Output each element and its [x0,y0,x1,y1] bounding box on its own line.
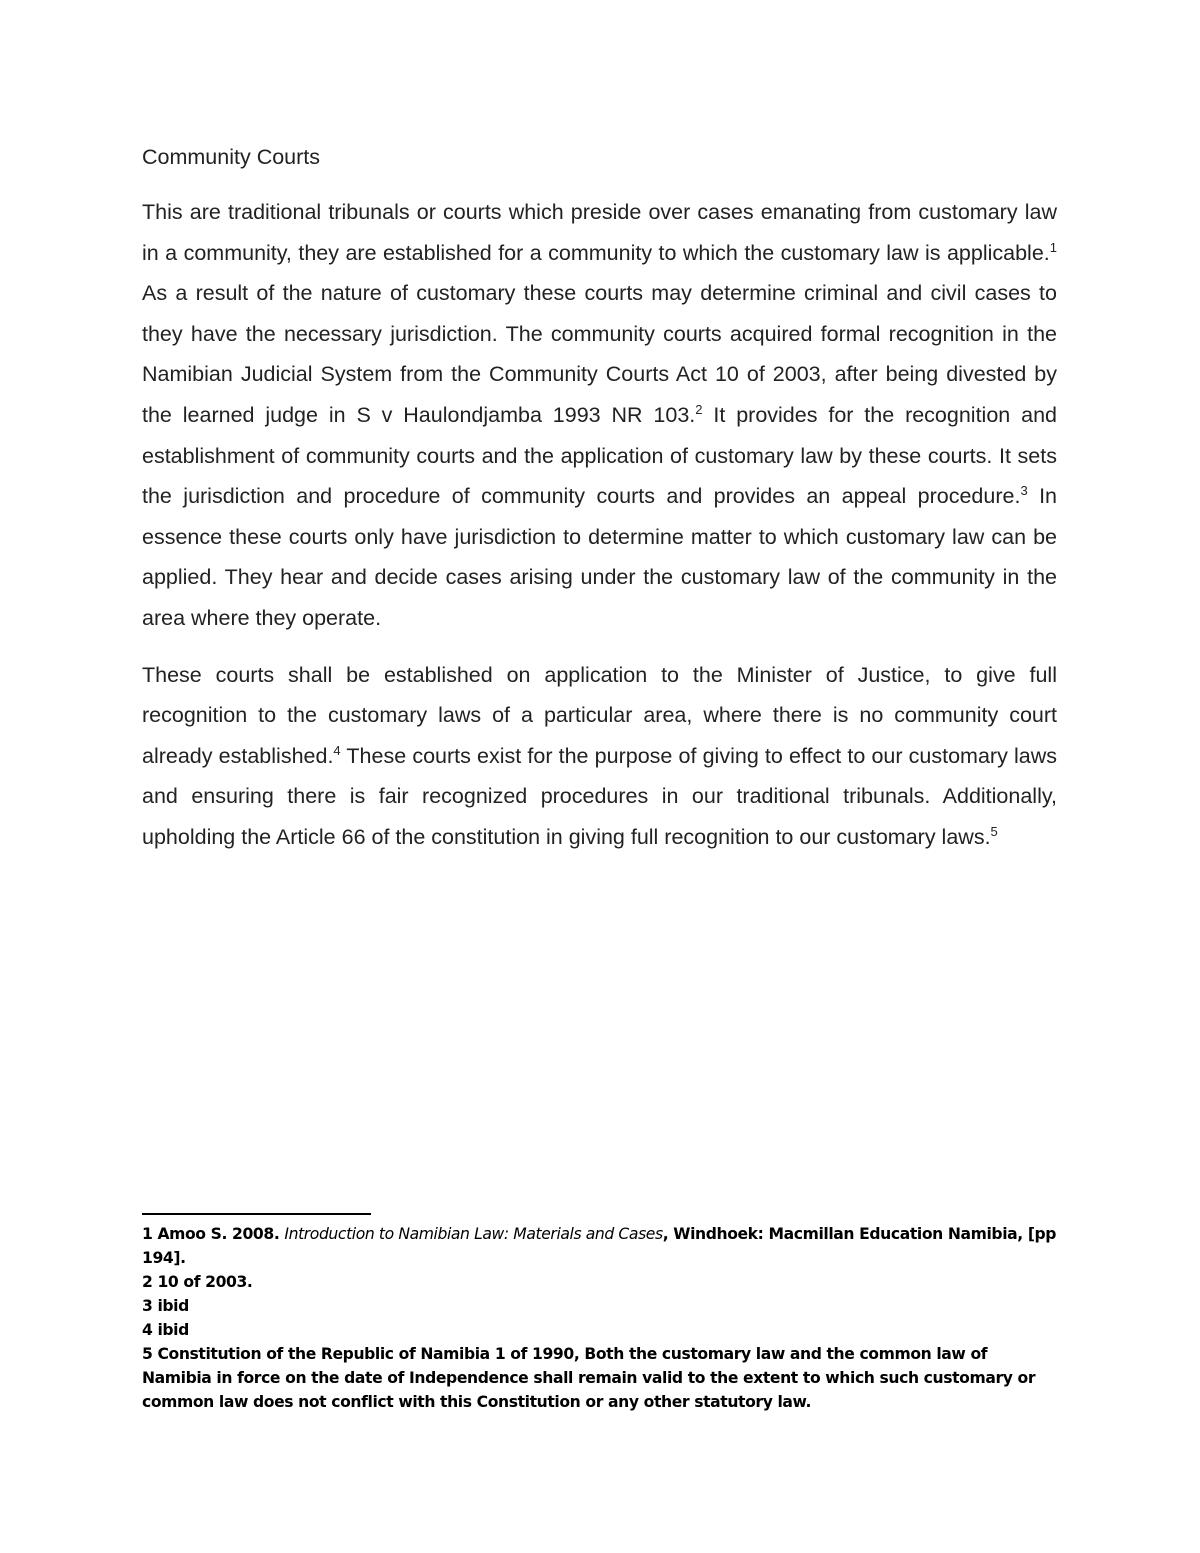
footnote-1-book-title: Introduction to Namibian Law: Materials and Cases [284,1225,663,1243]
paragraph-2-sentence-1: These courts shall be established on application to the Minister of Justice, to give full recognition to the customary laws of a particular area, where there is no community court already established. [142,662,1057,768]
footnote-ref-1[interactable]: 1 [1049,239,1057,255]
paragraph-1-sentence-3: It provides for the recognition and establishment of community courts and the application of customary law by these courts. It sets the jurisdiction and procedure of community courts and provides an appeal procedure. [142,402,1057,509]
paragraph-1 [142,192,1057,639]
footnote-ref-3[interactable]: 3 [1020,483,1028,498]
footnote-4: 4 ibid [142,1321,189,1339]
footnote-ref-5[interactable]: 5 [990,823,998,839]
footnote-ref-2[interactable]: 2 [695,401,703,417]
page-title: Community Courts [142,145,321,169]
paragraph-2-sentence-2: These courts exist for the purpose of giving to effect to our customary laws and ensuring there is fair recognized procedures in our traditional tribunals. Additionally, upholding the Article 66 of the constitution in giving full recognition to our customary laws. [142,743,1058,849]
paragraph-2 [142,655,1057,858]
footnote-2: 2 10 of 2003. [142,1273,253,1291]
paragraph-1-sentence-4: In essence these courts only have jurisdiction to determine matter to which customary law can be applied. They hear and decide cases arising under the customary law of the community in the area where they operate. [142,484,1058,630]
footnotes [142,1222,1057,1414]
footnote-1 [142,1222,1057,1270]
document-body [142,192,1057,874]
footnote-3: 3 ibid [142,1297,189,1315]
footnote-ref-4[interactable]: 4 [333,742,341,758]
document-page [142,0,1057,1553]
footnote-1-prefix: 1 Amoo S. 2008. [142,1225,285,1243]
footnote-5: 5 Constitution of the Republic of Namibia 1 of 1990, Both the customary law and the common law of Namibia in force on the date of Independence shall remain valid to the extent to which such customary or common law does not conflict with this Constitution or any other statutory law. [142,1345,1036,1411]
footnote-1-suffix: , Windhoek: Macmillan Education Namibia, [pp 194]. [142,1225,1057,1267]
paragraph-1-sentence-1: This are traditional tribunals or courts which preside over cases emanating from customary law in a community, they are established for a community to which the customary law is applicable. [142,200,1057,265]
footnote-separator [142,1213,371,1215]
paragraph-1-sentence-2: As a result of the nature of customary these courts may determine criminal and civil cases to they have the necessary jurisdiction. The community courts acquired formal recognition in the Namibian Judicial System from the Community Courts Act 10 of 2003, after being divested by the learned judge in S v Haulondjamba 1993 NR 103. [142,281,1057,427]
